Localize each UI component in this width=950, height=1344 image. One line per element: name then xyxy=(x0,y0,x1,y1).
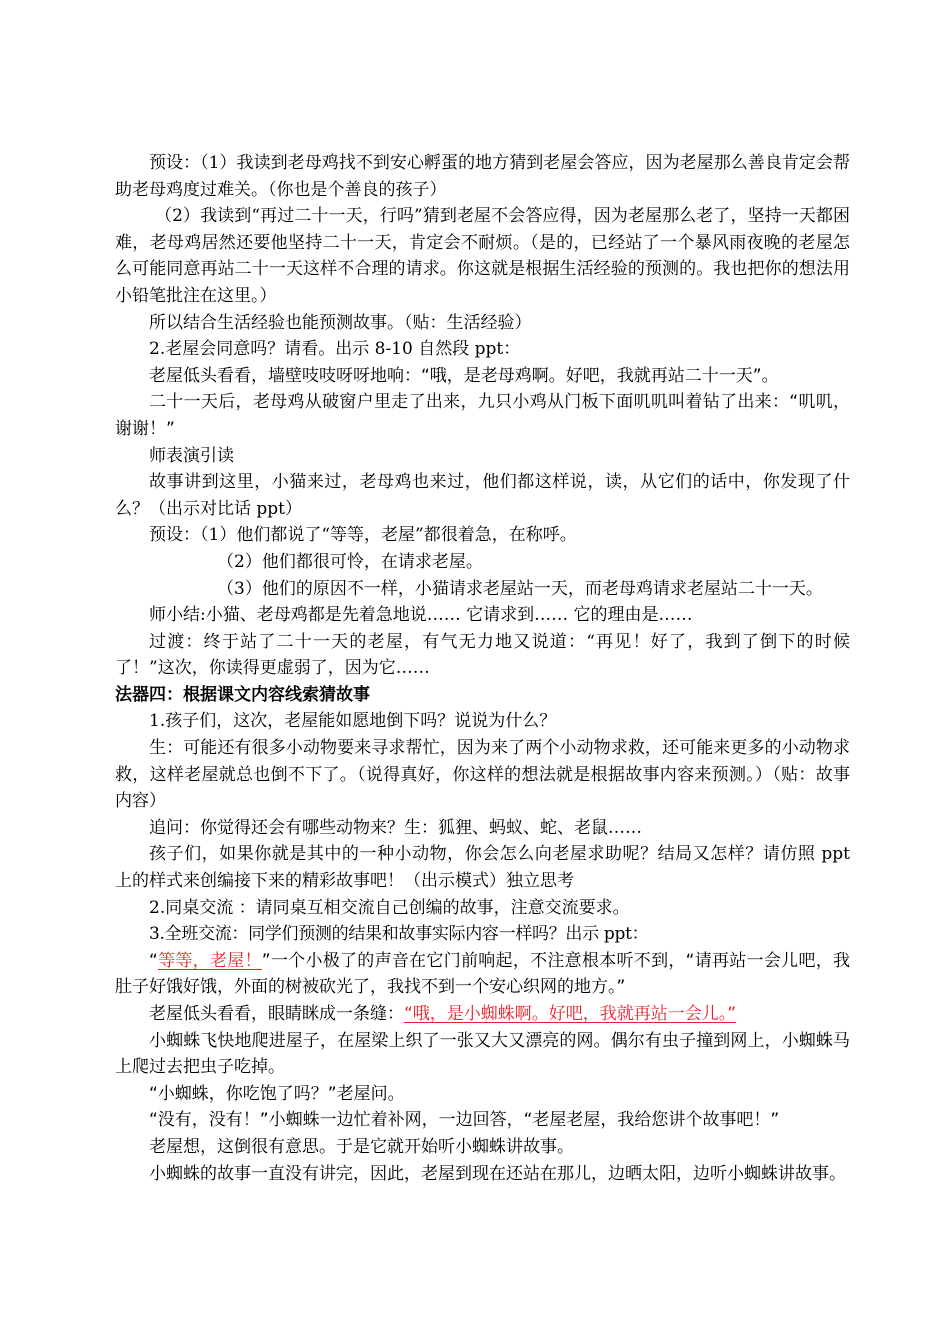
story-excerpt-hen-1: 老屋低头看看，墙壁吱吱呀呀地响：“哦，是老母鸡啊。好吧，我就再站二十一天”。 xyxy=(149,365,779,386)
highlighted-quote-old-house-reply: “哦，是小蜘蛛啊。好吧，我就再站一会儿。” xyxy=(404,1004,737,1024)
story-excerpt-spider-6: 老屋想，这倒很有意思。于是它就开始听小蜘蛛讲故事。 xyxy=(149,1136,574,1157)
paragraph-student-answer: 生：可能还有很多小动物要来寻求帮忙，因为来了两个小动物求救，还可能来更多的小动物求救，这样老屋就总也倒不下了。（说得真好，你这样的想法就是根据故事内容来预测。）（贴：故事内容） xyxy=(115,738,850,812)
highlighted-quote-wait-old-house: 等等，老屋！ xyxy=(157,950,262,971)
story-excerpt-spider-2-lead: 老屋低头看看，眼睛眯成一条缝： xyxy=(149,1004,404,1024)
story-excerpt-spider-4: “小蜘蛛，你吃饱了吗？”老屋问。 xyxy=(149,1083,405,1104)
paragraph-preset-comparison-1: 预设：（1）他们都说了“等等，老屋”都很着急，在称呼。 xyxy=(149,525,577,546)
paragraph-preset-comparison-2: （2）他们都很可怜，在请求老屋。 xyxy=(217,551,483,572)
story-excerpt-spider-3: 小蜘蛛飞快地爬进屋子，在屋梁上织了一张又大又漂亮的网。偶尔有虫子撞到网上，小蜘蛛马上爬过去把虫子吃掉。 xyxy=(115,1030,850,1078)
paragraph-pair-sharing: 2.同桌交流 ：请同桌互相交流自己创编的故事，注意交流要求。 xyxy=(149,897,630,918)
paragraph-creative-task: 孩子们，如果你就是其中的一种小动物，你会怎么向老屋求助呢？结局又怎样？请仿照 ppt 上的样式来创编接下来的精彩故事吧！（出示模式）独立思考 xyxy=(115,844,850,892)
quote-close-mark: ” xyxy=(261,950,271,971)
paragraph-teacher-reading: 师表演引读 xyxy=(149,445,234,466)
section-heading: 法器四：根据课文内容线索猜故事 xyxy=(115,684,370,705)
story-excerpt-spider-1 xyxy=(115,948,850,1001)
paragraph-discovery-question: 故事讲到这里，小猫来过，老母鸡也来过，他们都这样说，读，从它们的话中，你发现了什么？（出示对比话 ppt） xyxy=(115,472,850,519)
story-excerpt-spider-2 xyxy=(115,1001,850,1028)
paragraph-question-1: 1.孩子们，这次，老屋能如愿地倒下吗？说说为什么？ xyxy=(149,711,557,732)
story-excerpt-hen-2: 二十一天后，老母鸡从破窗户里走了出来，九只小鸡从门板下面叽叽叫着钻了出来：“叽叽，谢谢！” xyxy=(115,392,850,439)
story-excerpt-spider-5: “没有，没有！”小蜘蛛一边忙着补网，一边回答，“老屋老屋，我给您讲个故事吧！” xyxy=(149,1110,780,1131)
story-excerpt-spider-7: 小蜘蛛的故事一直没有讲完，因此，老屋到现在还站在那儿，边晒太阳，边听小蜘蛛讲故事。 xyxy=(149,1163,846,1184)
paragraph-preset-comparison-3: （3）他们的原因不一样，小猫请求老屋站一天，而老母鸡请求老屋站二十一天。 xyxy=(217,578,823,599)
document-body xyxy=(115,150,850,1187)
story-excerpt-spider-1-rest: 一个小极了的声音在它门前响起，不注意根本听不到，“请再站一会儿吧，我肚子好饿好饿，外面的树被砍光了，我找不到一个安心织网的地方。” xyxy=(115,950,851,998)
paragraph-question-2: 2.老屋会同意吗？请看。出示 8-10 自然段 ppt： xyxy=(149,339,521,360)
paragraph-preset-2: （2）我读到“再过二十一天，行吗”猜到老屋不会答应得，因为老屋那么老了，坚持一天都困难，老母鸡居然还要他坚持二十一天，肯定会不耐烦。（是的，已经站了一个暴风雨夜晚的老屋怎么可能同意再站二十一天这样不合理的请求。你这就是根据生活经验的预测的。我也把你的想法用小铅笔批注在这里。） xyxy=(115,206,850,306)
quote-open-mark: “ xyxy=(149,950,158,971)
paragraph-teacher-summary: 师小结:小猫、老母鸡都是先着急地说…… 它请求到…… 它的理由是…… xyxy=(149,605,693,626)
paragraph-transition: 过渡：终于站了二十一天的老屋，有气无力地又说道：“再见！好了，我到了倒下的时候了！”这次，你读得更虚弱了，因为它…… xyxy=(115,631,850,679)
paragraph-summary-life-experience: 所以结合生活经验也能预测故事。（贴：生活经验） xyxy=(149,312,532,333)
paragraph-class-sharing: 3.全班交流：同学们预测的结果和故事实际内容一样吗？出示 ppt： xyxy=(149,924,649,945)
paragraph-preset-1: 预设：（1）我读到老母鸡找不到安心孵蛋的地方猜到老屋会答应，因为老屋那么善良肯定会帮助老母鸡度过难关。（你也是个善良的孩子） xyxy=(115,153,850,200)
paragraph-follow-up: 追问：你觉得还会有哪些动物来？生：狐狸、蚂蚁、蛇、老鼠…… xyxy=(149,817,642,838)
